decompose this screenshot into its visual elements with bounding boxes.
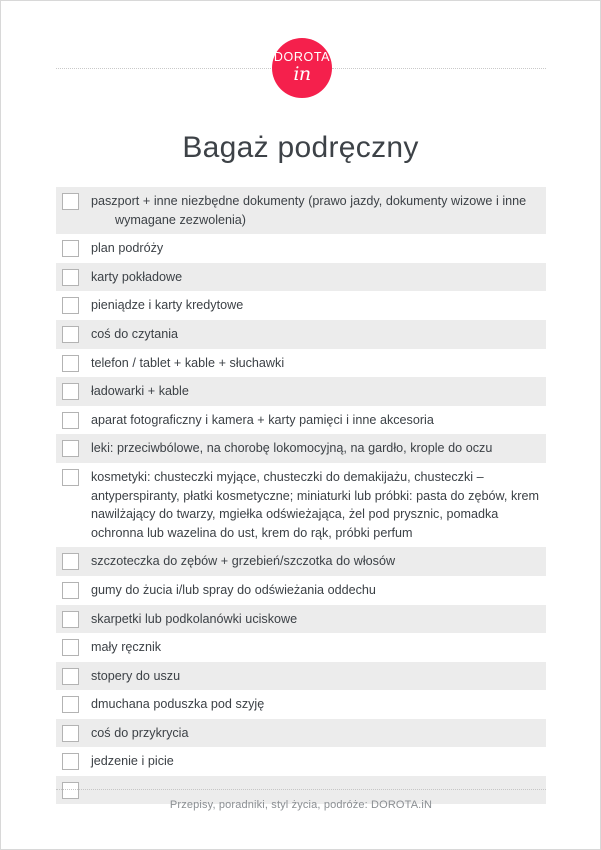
checklist-item-label: pieniądze i karty kredytowe — [91, 298, 244, 313]
footer-credit: Przepisy, poradniki, styl życia, podróże: DOROTA.iN — [169, 799, 433, 811]
checklist-row[interactable] — [56, 263, 546, 292]
checklist-item-label: karty pokładowe — [91, 269, 183, 284]
checklist-row[interactable] — [56, 234, 546, 263]
checklist-row[interactable] — [56, 291, 546, 320]
page-title: Bagaż podręczny — [182, 131, 419, 164]
checkbox-icon[interactable] — [62, 668, 79, 685]
checklist-item-label-continuation: wymagane zezwolenia) — [115, 212, 246, 227]
checkbox-icon[interactable] — [62, 297, 79, 314]
logo-script-mark: in — [293, 62, 311, 85]
checklist-item-label: kosmetyki: chusteczki myjące, chusteczki do demakijażu, chusteczki – antyperspiranty, płatki kosmetyczne; miniaturki lub próbki: pasta do zębów, krem nawilżający do twarzy, mgiełka odświeżająca, żel pod prysznic, pomadka ochronna lub wazelina do ust, krem do rąk, próbki perfum — [91, 469, 539, 540]
checkbox-icon[interactable] — [62, 611, 79, 628]
checklist-item-label: gumy do żucia i/lub spray do odświeżania oddechu — [91, 582, 376, 597]
checkbox-icon[interactable] — [62, 469, 79, 486]
checkbox-icon[interactable] — [62, 240, 79, 257]
checklist-row[interactable] — [56, 719, 546, 748]
checklist-item-label: aparat fotograficzny i kamera + karty pamięci i inne akcesoria — [91, 412, 434, 427]
page-footer — [56, 789, 546, 811]
checkbox-icon[interactable] — [62, 193, 79, 210]
checklist-row[interactable] — [56, 690, 546, 719]
checklist — [56, 187, 546, 804]
checkbox-icon[interactable] — [62, 725, 79, 742]
checkbox-icon[interactable] — [62, 639, 79, 656]
checklist-row[interactable] — [56, 463, 546, 547]
checklist-item-label: plan podróży — [91, 241, 164, 256]
checklist-row[interactable] — [56, 434, 546, 463]
checklist-row[interactable] — [56, 633, 546, 662]
checklist-item-label: mały ręcznik — [91, 640, 162, 655]
checklist-item-label: ładowarki + kable — [91, 384, 189, 399]
checklist-item-label: dmuchana poduszka pod szyję — [91, 697, 265, 712]
checkbox-icon[interactable] — [62, 753, 79, 770]
checklist-row[interactable] — [56, 377, 546, 406]
header-divider-left — [56, 68, 271, 69]
checkbox-icon[interactable] — [62, 582, 79, 599]
logo-wordmark: DOROTA — [273, 50, 331, 64]
checklist-row[interactable] — [56, 576, 546, 605]
checklist-item-label: skarpetki lub podkolanówki uciskowe — [91, 611, 298, 626]
checkbox-icon[interactable] — [62, 440, 79, 457]
checklist-item-label: coś do czytania — [91, 326, 179, 341]
checkbox-icon[interactable] — [62, 383, 79, 400]
checklist-row[interactable] — [56, 320, 546, 349]
checklist-item-label: jedzenie i picie — [91, 754, 174, 769]
checklist-row[interactable] — [56, 349, 546, 378]
checklist-item-label: szczoteczka do zębów + grzebień/szczotka do włosów — [91, 554, 396, 569]
checkbox-icon[interactable] — [62, 326, 79, 343]
checklist-row[interactable] — [56, 187, 546, 234]
checkbox-icon[interactable] — [62, 553, 79, 570]
dorota-in-logo — [272, 38, 332, 98]
checklist-row[interactable] — [56, 747, 546, 776]
checklist-row[interactable] — [56, 547, 546, 576]
checklist-item-label: paszport + inne niezbędne dokumenty (prawo jazdy, dokumenty wizowe i inne wymagane zezwolenia) — [91, 192, 540, 229]
checkbox-icon[interactable] — [62, 269, 79, 286]
checklist-item-label: telefon / tablet + kable + słuchawki — [91, 355, 285, 370]
checkbox-icon[interactable] — [62, 412, 79, 429]
footer-divider — [56, 789, 546, 790]
checkbox-icon[interactable] — [62, 355, 79, 372]
checkbox-icon[interactable] — [62, 696, 79, 713]
checklist-row[interactable] — [56, 406, 546, 435]
checklist-item-label: stopery do uszu — [91, 668, 181, 683]
checklist-row[interactable] — [56, 605, 546, 634]
checklist-row[interactable] — [56, 662, 546, 691]
header-divider-right — [332, 68, 546, 69]
page-header — [1, 1, 600, 113]
checklist-item-label: coś do przykrycia — [91, 725, 189, 740]
checklist-item-label: leki: przeciwbólowe, na chorobę lokomocyjną, na gardło, krople do oczu — [91, 441, 493, 456]
